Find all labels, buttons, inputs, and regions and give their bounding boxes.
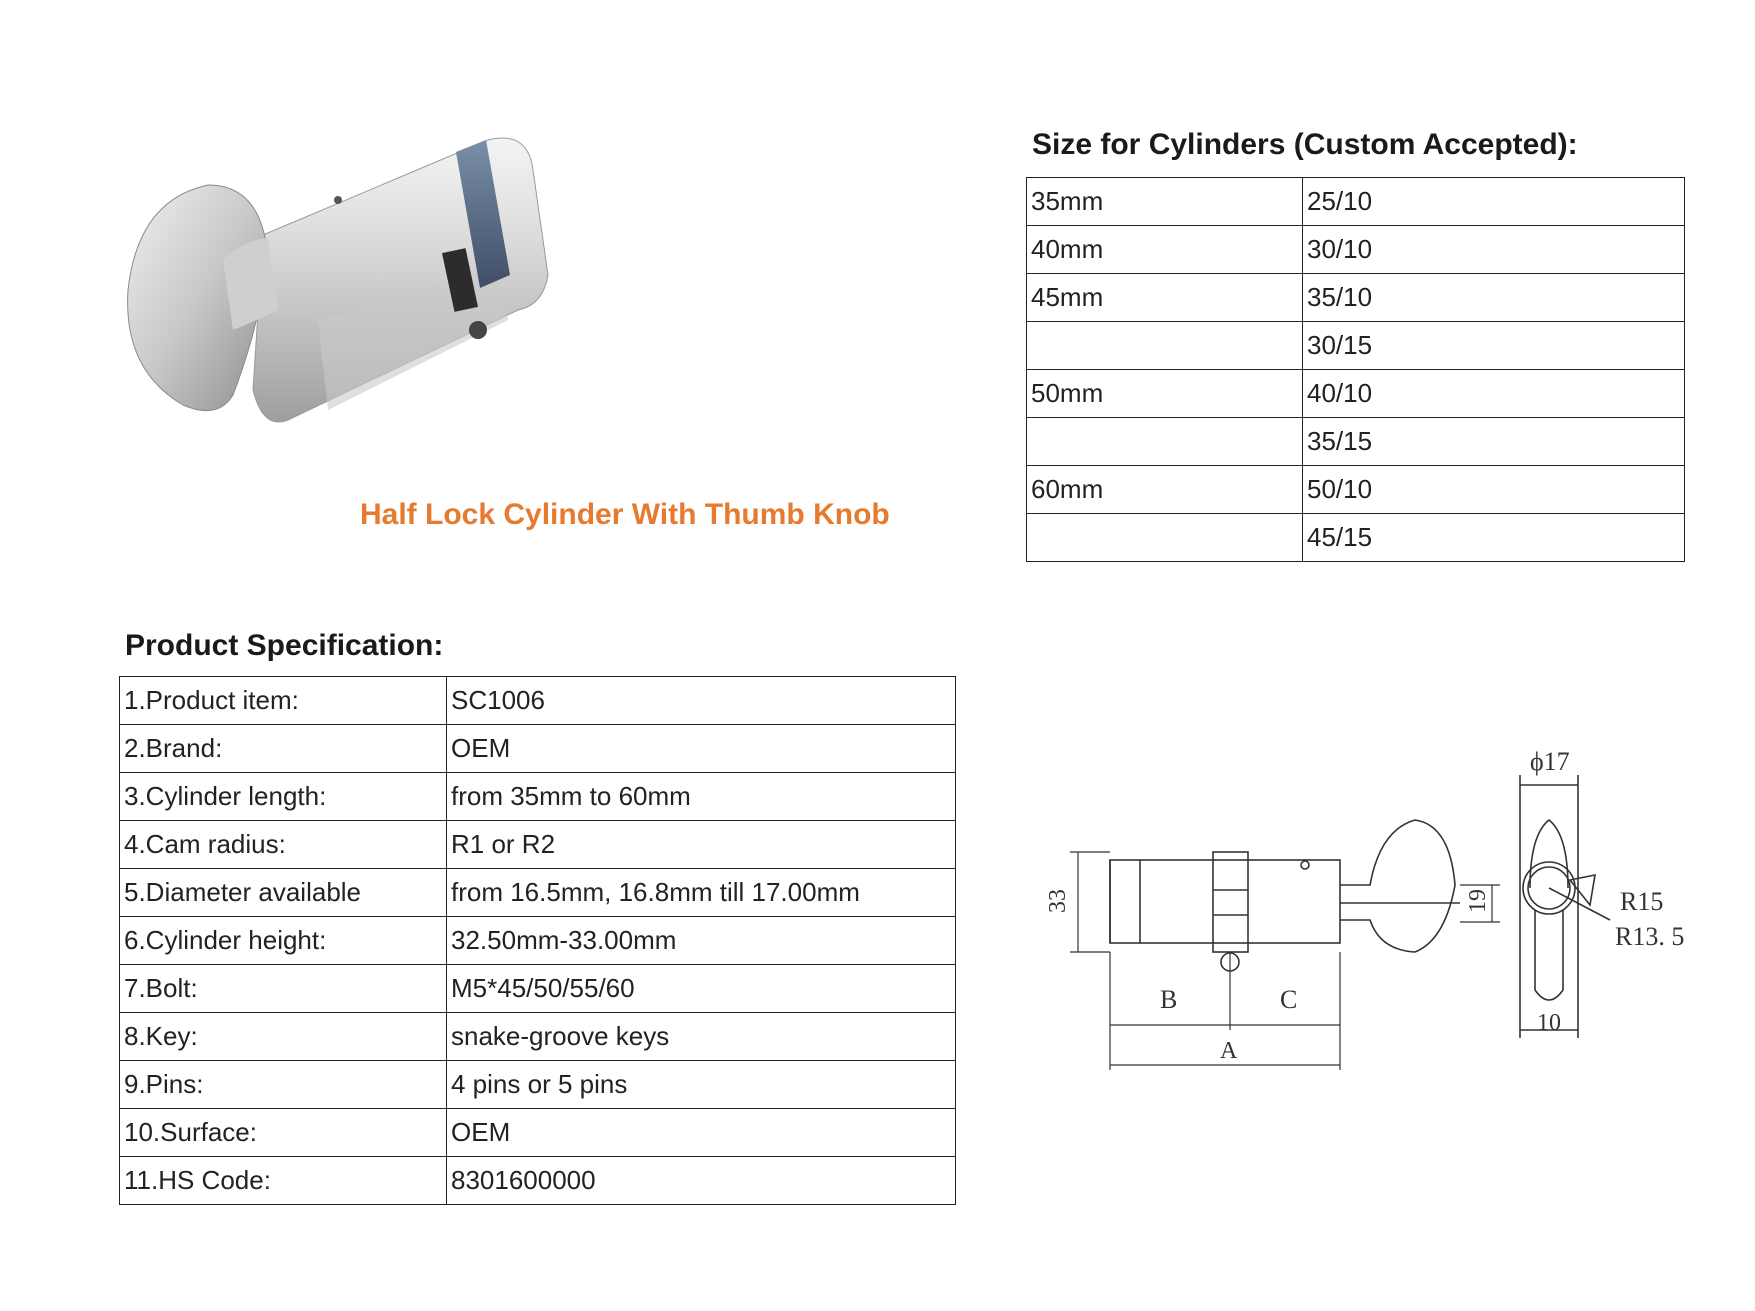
size-length-cell: 35mm	[1027, 178, 1303, 226]
size-length-cell: 45mm	[1027, 274, 1303, 322]
table-row	[120, 869, 956, 917]
dim-c-label: C	[1280, 985, 1298, 1014]
table-row	[1027, 322, 1685, 370]
table-row	[120, 725, 956, 773]
table-row	[120, 821, 956, 869]
size-split-cell: 35/10	[1303, 274, 1685, 322]
spec-value-cell: 8301600000	[447, 1157, 956, 1205]
size-length-cell: 50mm	[1027, 370, 1303, 418]
spec-value-cell: from 16.5mm, 16.8mm till 17.00mm	[447, 869, 956, 917]
dim-diameter-label: ϕ17	[1530, 747, 1570, 776]
dim-r15-label: R15	[1620, 887, 1664, 916]
dim-r135-label: R13. 5	[1615, 922, 1685, 951]
spec-heading: Product Specification:	[125, 629, 444, 662]
spec-label-cell: 1.Product item:	[120, 677, 447, 725]
size-split-cell: 30/15	[1303, 322, 1685, 370]
size-split-cell: 50/10	[1303, 466, 1685, 514]
technical-drawing	[1030, 740, 1730, 1100]
table-row	[1027, 178, 1685, 226]
spec-label-cell: 7.Bolt:	[120, 965, 447, 1013]
spec-value-cell: M5*45/50/55/60	[447, 965, 956, 1013]
size-split-cell: 25/10	[1303, 178, 1685, 226]
spec-label-cell: 4.Cam radius:	[120, 821, 447, 869]
table-row	[120, 917, 956, 965]
table-row	[120, 965, 956, 1013]
dim-b-label: B	[1160, 985, 1178, 1014]
spec-value-cell: 32.50mm-33.00mm	[447, 917, 956, 965]
spec-value-cell: R1 or R2	[447, 821, 956, 869]
table-row	[1027, 514, 1685, 562]
dim-a-label: A	[1220, 1038, 1238, 1064]
spec-value-cell: OEM	[447, 725, 956, 773]
table-row	[120, 1061, 956, 1109]
table-row	[1027, 274, 1685, 322]
product-photo	[28, 60, 608, 460]
size-length-cell	[1027, 322, 1303, 370]
cylinder-body-icon	[253, 138, 548, 422]
dimension-labels	[1045, 747, 1684, 1064]
table-row	[1027, 466, 1685, 514]
spec-value-cell: 4 pins or 5 pins	[447, 1061, 956, 1109]
spec-label-cell: 8.Key:	[120, 1013, 447, 1061]
spec-label-cell: 6.Cylinder height:	[120, 917, 447, 965]
table-row	[120, 773, 956, 821]
spec-value-cell: snake-groove keys	[447, 1013, 956, 1061]
table-row	[120, 1013, 956, 1061]
spec-label-cell: 3.Cylinder length:	[120, 773, 447, 821]
dim-height-label: 33	[1045, 889, 1071, 913]
size-split-cell: 40/10	[1303, 370, 1685, 418]
table-row	[1027, 226, 1685, 274]
product-caption: Half Lock Cylinder With Thumb Knob	[360, 498, 890, 531]
dim-10-label: 10	[1537, 1010, 1561, 1036]
spec-value-cell: SC1006	[447, 677, 956, 725]
size-length-cell: 60mm	[1027, 466, 1303, 514]
spec-label-cell: 9.Pins:	[120, 1061, 447, 1109]
table-row	[120, 677, 956, 725]
size-length-cell	[1027, 418, 1303, 466]
size-split-cell: 30/10	[1303, 226, 1685, 274]
sizes-table	[1026, 177, 1685, 562]
spec-label-cell: 10.Surface:	[120, 1109, 447, 1157]
table-row	[1027, 418, 1685, 466]
spec-label-cell: 11.HS Code:	[120, 1157, 447, 1205]
size-split-cell: 45/15	[1303, 514, 1685, 562]
front-view-outline	[1515, 775, 1610, 1038]
size-split-cell: 35/15	[1303, 418, 1685, 466]
side-view-outline	[1110, 820, 1460, 971]
spec-label-cell: 2.Brand:	[120, 725, 447, 773]
size-length-cell: 40mm	[1027, 226, 1303, 274]
spec-value-cell: from 35mm to 60mm	[447, 773, 956, 821]
table-row	[120, 1157, 956, 1205]
sizes-heading: Size for Cylinders (Custom Accepted):	[1032, 128, 1578, 161]
dim-knob-label: 19	[1465, 889, 1491, 913]
spec-table	[119, 676, 956, 1205]
dimension-lines	[1070, 852, 1500, 1070]
size-length-cell	[1027, 514, 1303, 562]
spec-label-cell: 5.Diameter available	[120, 869, 447, 917]
spec-value-cell: OEM	[447, 1109, 956, 1157]
table-row	[1027, 370, 1685, 418]
table-row	[120, 1109, 956, 1157]
